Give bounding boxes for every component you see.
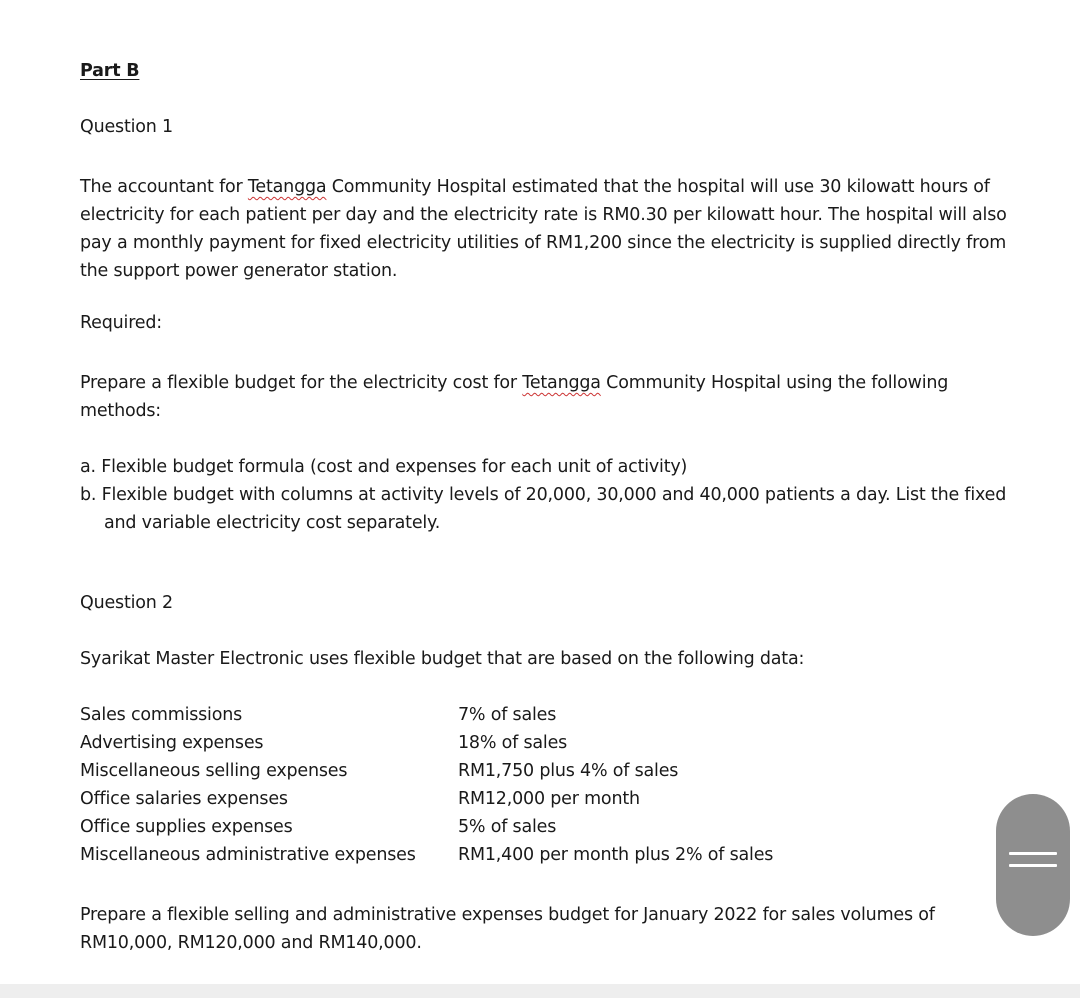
paragraph-text-start: The accountant for — [80, 177, 248, 197]
question-2-instruction: Prepare a flexible selling and administrative expenses budget for January 2022 for sales volumes of RM10,000, RM120,000 and RM140,000. — [80, 905, 935, 953]
misspelled-word[interactable]: Tetangga — [522, 373, 601, 393]
paragraph-text-end: Community Hospital estimated that the hospital will use 30 kilowatt hours of electricity for each patient per day and the electricity rate is RM0.30 per kilowatt hour. The hospital will also pay a monthly payment for fixed electricity utilities of RM1,200 since the electricity is supplied directly from the support power generator station. — [80, 177, 1007, 281]
question-2-heading: Question 2 — [80, 593, 173, 613]
expense-value: 5% of sales — [458, 817, 557, 837]
grip-line-icon — [1009, 852, 1057, 855]
question-2-intro: Syarikat Master Electronic uses flexible budget that are based on the following data: — [80, 649, 805, 669]
required-label: Required: — [80, 313, 162, 333]
question-1-paragraph — [80, 173, 1015, 285]
bottom-bar — [0, 984, 1080, 998]
grip-line-icon — [1009, 864, 1057, 867]
expense-label: Miscellaneous administrative expenses — [80, 845, 416, 865]
expense-label: Sales commissions — [80, 705, 243, 725]
list-item-b: b. Flexible budget with columns at activity levels of 20,000, 30,000 and 40,000 patients a day. List the fixed and variable electricity cost separately. — [80, 485, 1007, 533]
expense-label: Office supplies expenses — [80, 817, 293, 837]
expense-value: RM12,000 per month — [458, 789, 640, 809]
expense-value: RM1,750 plus 4% of sales — [458, 761, 679, 781]
instruction-text-start: Prepare a flexible budget for the electricity cost for — [80, 373, 523, 393]
part-heading: Part B — [80, 61, 140, 81]
expense-label: Office salaries expenses — [80, 789, 288, 809]
question-1-heading: Question 1 — [80, 117, 173, 137]
expense-value: RM1,400 per month plus 2% of sales — [458, 845, 774, 865]
scroll-handle[interactable] — [996, 794, 1070, 936]
question-1-instruction — [80, 369, 1015, 425]
expense-label: Advertising expenses — [80, 733, 264, 753]
instruction-text-end: Community Hospital using the following methods: — [80, 373, 949, 421]
expense-value: 18% of sales — [458, 733, 568, 753]
expense-value: 7% of sales — [458, 705, 557, 725]
expense-label: Miscellaneous selling expenses — [80, 761, 348, 781]
list-item-a: a. Flexible budget formula (cost and expenses for each unit of activity) — [80, 457, 688, 477]
misspelled-word[interactable]: Tetangga — [247, 177, 327, 197]
